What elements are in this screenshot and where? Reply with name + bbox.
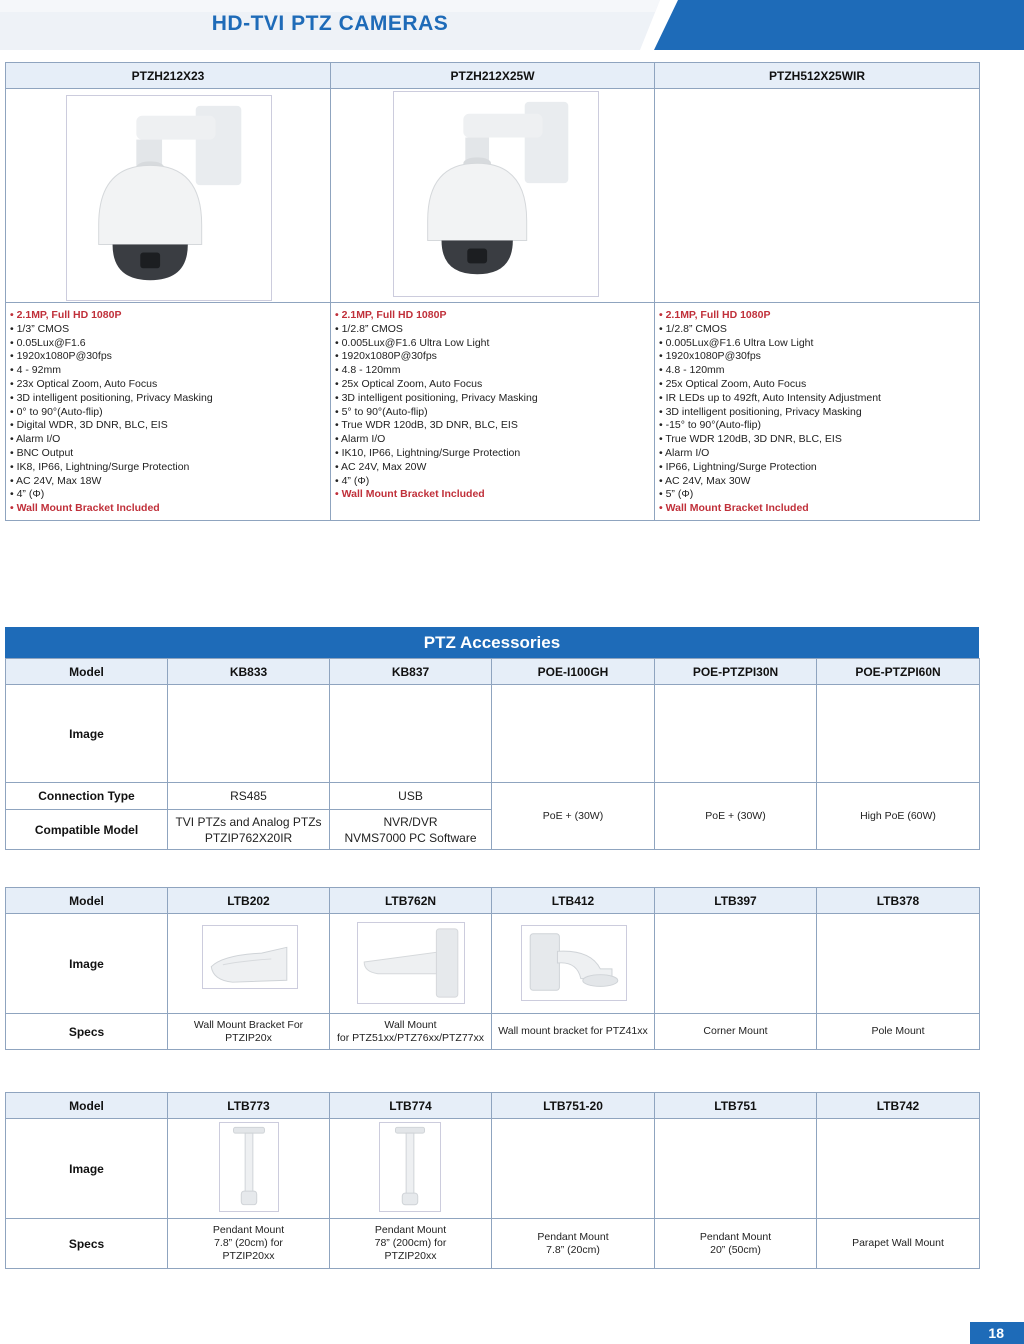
- wall-mount-image: [357, 922, 465, 1004]
- image-cell: [492, 914, 655, 1014]
- spec-line: • AC 24V, Max 30W: [659, 474, 751, 487]
- accessories-table: [5, 658, 980, 850]
- spec-line: • 0.005Lux@F1.6 Ultra Low Light: [335, 336, 490, 349]
- spec-line: Wall mount bracket for PTZ41xx: [498, 1025, 648, 1037]
- spec-line: • 25x Optical Zoom, Auto Focus: [659, 377, 807, 390]
- spec-line: • 4.8 - 120mm: [659, 364, 725, 377]
- camera-model-header: PTZH212X23: [6, 63, 331, 89]
- spec-line: • 1920x1080P@30fps: [10, 350, 112, 363]
- mounts-table-1: [5, 887, 980, 1050]
- spec-line: • True WDR 120dB, 3D DNR, BLC, EIS: [335, 419, 518, 432]
- spec-cell: [817, 1219, 980, 1269]
- image-cell: [655, 914, 817, 1014]
- spec-line: Parapet Wall Mount: [852, 1237, 944, 1249]
- image-cell: [330, 914, 492, 1014]
- spec-line: • 4 - 92mm: [10, 364, 61, 377]
- spec-line: • 5” (Φ): [659, 488, 694, 501]
- spec-line: • 1/2.8” CMOS: [659, 322, 727, 335]
- pendant-mount-long-image: [379, 1122, 441, 1212]
- spec-line: 7.8” (20cm): [546, 1243, 600, 1256]
- model-header: LTB774: [330, 1093, 492, 1119]
- spec-cell: [655, 1219, 817, 1269]
- spec-line: • Digital WDR, 3D DNR, BLC, EIS: [10, 419, 168, 432]
- image-cell: [817, 914, 980, 1014]
- spec-line: • 0.05Lux@F1.6: [10, 336, 86, 349]
- image-cell: [168, 1119, 330, 1219]
- spec-line: • 5° to 90°(Auto-flip): [335, 405, 428, 418]
- spec-line: • IP66, Lightning/Surge Protection: [659, 460, 817, 473]
- row-label-image: Image: [6, 914, 168, 1014]
- power-value: PoE + (30W): [655, 783, 817, 850]
- image-cell: [168, 914, 330, 1014]
- row-label-model: Model: [6, 888, 168, 914]
- spec-line: • 3D intelligent positioning, Privacy Masking: [659, 405, 862, 418]
- image-cell: [330, 685, 492, 783]
- camera-table: [5, 62, 980, 521]
- compatible-line: NVR/DVR: [383, 814, 438, 829]
- row-label-connection: Connection Type: [6, 783, 168, 810]
- ptz-camera-image: [66, 95, 272, 301]
- spec-line: • 23x Optical Zoom, Auto Focus: [10, 377, 158, 390]
- model-header: LTB751-20: [492, 1093, 655, 1119]
- spec-line: • 3D intelligent positioning, Privacy Masking: [10, 391, 213, 404]
- spec-line: PTZIP20x: [225, 1031, 272, 1044]
- compatible-value: [168, 810, 330, 850]
- spec-line: Wall Mount: [384, 1018, 437, 1031]
- spec-line: • 3D intelligent positioning, Privacy Masking: [335, 391, 538, 404]
- model-header: KB833: [168, 659, 330, 685]
- spec-cell: [492, 1014, 655, 1050]
- camera-image-cell: [6, 89, 331, 303]
- image-cell: [330, 1119, 492, 1219]
- spec-line: 7.8” (20cm) for: [214, 1237, 283, 1249]
- pendant-mount-image: [219, 1122, 279, 1212]
- spec-line: • 1/2.8” CMOS: [335, 322, 403, 335]
- model-header: LTB751: [655, 1093, 817, 1119]
- spec-line: • Alarm I/O: [10, 433, 61, 446]
- page-title: HD-TVI PTZ CAMERAS: [211, 12, 449, 35]
- image-cell: [492, 685, 655, 783]
- spec-line: • 4” (Φ): [335, 474, 370, 487]
- spec-line: • 1/3” CMOS: [10, 322, 70, 335]
- model-header: LTB202: [168, 888, 330, 914]
- model-header: LTB762N: [330, 888, 492, 914]
- spec-cell: [330, 1219, 492, 1269]
- camera-specs: [331, 303, 655, 521]
- camera-model-header: PTZH512X25WIR: [655, 63, 980, 89]
- connection-value: RS485: [168, 783, 330, 810]
- row-label-compatible: Compatible Model: [6, 810, 168, 850]
- model-header: LTB742: [817, 1093, 980, 1119]
- spec-line: • 1920x1080P@30fps: [335, 350, 437, 363]
- row-label-specs: Specs: [6, 1219, 168, 1269]
- mounts-table-2: [5, 1092, 980, 1269]
- row-label-model: Model: [6, 1093, 168, 1119]
- compatible-line: NVMS7000 PC Software: [344, 830, 477, 845]
- model-header: POE-PTZPI60N: [817, 659, 980, 685]
- row-label-image: Image: [6, 1119, 168, 1219]
- power-value: High PoE (60W): [817, 783, 980, 850]
- spec-line: • Alarm I/O: [335, 433, 386, 446]
- accessories-title: PTZ Accessories: [5, 627, 979, 658]
- compatible-line: PTZIP762X20IR: [204, 830, 293, 845]
- connection-value: USB: [330, 783, 492, 810]
- wall-bracket-ptz41-image: [521, 925, 627, 1001]
- spec-line: • BNC Output: [10, 446, 74, 459]
- spec-line: • True WDR 120dB, 3D DNR, BLC, EIS: [659, 433, 842, 446]
- spec-line: PTZIP20xx: [222, 1250, 275, 1262]
- spec-line: • AC 24V, Max 18W: [10, 474, 102, 487]
- spec-line: for PTZ51xx/PTZ76xx/PTZ77xx: [336, 1031, 485, 1044]
- spec-cell: [168, 1014, 330, 1050]
- spec-line: 78” (200cm) for: [374, 1237, 447, 1249]
- model-header: KB837: [330, 659, 492, 685]
- image-cell: [655, 685, 817, 783]
- model-header: POE-I100GH: [492, 659, 655, 685]
- row-label-image: Image: [6, 685, 168, 783]
- spec-line: Corner Mount: [703, 1025, 768, 1037]
- spec-footer: • Wall Mount Bracket Included: [335, 488, 485, 501]
- model-header: LTB397: [655, 888, 817, 914]
- spec-line: • 4” (Φ): [10, 488, 45, 501]
- page-number: 18: [988, 1325, 1004, 1341]
- spec-line: Pendant Mount: [699, 1230, 772, 1243]
- spec-cell: [817, 1014, 980, 1050]
- camera-model-header: PTZH212X25W: [331, 63, 655, 89]
- spec-line: • Alarm I/O: [659, 446, 710, 459]
- model-header: LTB378: [817, 888, 980, 914]
- spec-line: • IR LEDs up to 492ft, Auto Intensity Adjustment: [659, 391, 881, 404]
- camera-specs: [655, 303, 980, 521]
- spec-line: PTZIP20xx: [384, 1250, 437, 1262]
- spec-cell: [655, 1014, 817, 1050]
- spec-footer: • Wall Mount Bracket Included: [659, 502, 809, 515]
- spec-line: • IK10, IP66, Lightning/Surge Protection: [335, 446, 521, 459]
- spec-line: • IK8, IP66, Lightning/Surge Protection: [10, 460, 190, 473]
- spec-line: • -15° to 90°(Auto-flip): [659, 419, 761, 432]
- spec-highlight: • 2.1MP, Full HD 1080P: [659, 309, 771, 321]
- spec-line: Pendant Mount: [374, 1224, 447, 1236]
- image-cell: [492, 1119, 655, 1219]
- camera-image-cell: [655, 89, 980, 303]
- image-cell: [655, 1119, 817, 1219]
- camera-specs: [6, 303, 331, 521]
- camera-image-cell: [331, 89, 655, 303]
- image-cell: [168, 685, 330, 783]
- spec-line: • 0.005Lux@F1.6 Ultra Low Light: [659, 336, 814, 349]
- model-header: LTB773: [168, 1093, 330, 1119]
- row-label-specs: Specs: [6, 1014, 168, 1050]
- image-cell: [817, 685, 980, 783]
- spec-line: • 4.8 - 120mm: [335, 364, 401, 377]
- spec-line: Pendant Mount: [212, 1224, 285, 1236]
- spec-line: • AC 24V, Max 20W: [335, 460, 427, 473]
- model-header: POE-PTZPI30N: [655, 659, 817, 685]
- spec-line: Pole Mount: [871, 1025, 925, 1037]
- spec-footer: • Wall Mount Bracket Included: [10, 502, 160, 515]
- compatible-value: [330, 810, 492, 850]
- model-header: LTB412: [492, 888, 655, 914]
- spec-line: • 1920x1080P@30fps: [659, 350, 761, 363]
- page-number-badge: [970, 1322, 1024, 1344]
- spec-cell: [168, 1219, 330, 1269]
- spec-highlight: • 2.1MP, Full HD 1080P: [335, 309, 447, 321]
- row-label-model: Model: [6, 659, 168, 685]
- image-cell: [817, 1119, 980, 1219]
- power-value: PoE + (30W): [492, 783, 655, 850]
- spec-cell: [492, 1219, 655, 1269]
- spec-line: • 25x Optical Zoom, Auto Focus: [335, 377, 483, 390]
- compatible-line: TVI PTZs and Analog PTZs: [175, 814, 322, 829]
- spec-highlight: • 2.1MP, Full HD 1080P: [10, 309, 122, 321]
- spec-line: • 0° to 90°(Auto-flip): [10, 405, 103, 418]
- spec-line: 20” (50cm): [710, 1243, 761, 1256]
- spec-cell: [330, 1014, 492, 1050]
- wall-bracket-image: [202, 925, 298, 989]
- spec-line: Wall Mount Bracket For: [193, 1018, 304, 1031]
- ptz-camera-image: [393, 91, 599, 297]
- spec-line: Pendant Mount: [537, 1230, 609, 1243]
- header-banner-right: [654, 0, 1024, 50]
